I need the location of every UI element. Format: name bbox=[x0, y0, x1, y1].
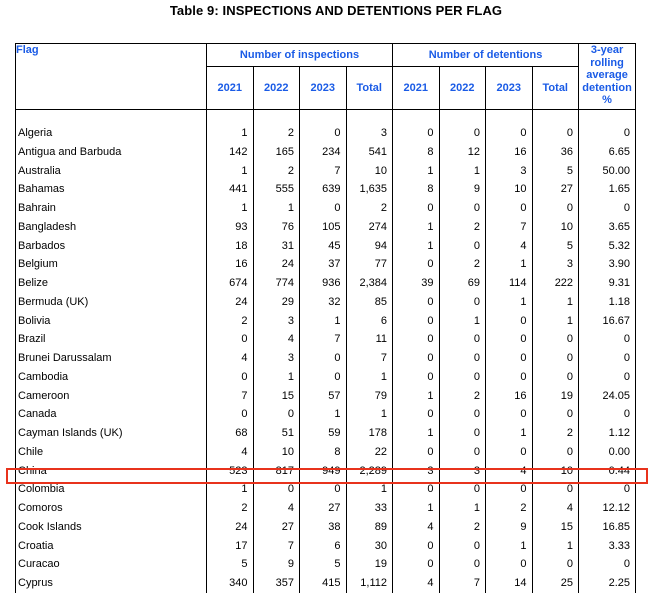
value-cell: 1 bbox=[393, 162, 440, 181]
detentions-total-header: Total bbox=[532, 67, 579, 110]
value-cell: 39 bbox=[393, 274, 440, 293]
value-cell: 114 bbox=[486, 274, 533, 293]
value-cell: 0 bbox=[579, 124, 636, 143]
value-cell: 0 bbox=[393, 349, 440, 368]
value-cell: 12.12 bbox=[579, 499, 636, 518]
value-cell: 0 bbox=[439, 293, 486, 312]
detentions-group-header: Number of detentions bbox=[393, 44, 579, 67]
table-row bbox=[16, 274, 636, 293]
value-cell: 1 bbox=[346, 368, 393, 387]
value-cell: 10 bbox=[532, 462, 579, 481]
table-row bbox=[16, 555, 636, 574]
value-cell: 0 bbox=[300, 199, 347, 218]
value-cell: 1.65 bbox=[579, 180, 636, 199]
flag-name-cell: Comoros bbox=[16, 499, 207, 518]
value-cell: 2 bbox=[532, 424, 579, 443]
value-cell: 0 bbox=[393, 443, 440, 462]
value-cell: 7 bbox=[207, 387, 254, 406]
value-cell: 0 bbox=[393, 124, 440, 143]
value-cell: 0 bbox=[393, 255, 440, 274]
table-title: Table 9: INSPECTIONS AND DETENTIONS PER FLAG bbox=[169, 3, 503, 18]
value-cell: 2,384 bbox=[346, 274, 393, 293]
value-cell: 415 bbox=[300, 574, 347, 593]
value-cell: 817 bbox=[253, 462, 300, 481]
flag-name-cell: Australia bbox=[16, 162, 207, 181]
value-cell: 4 bbox=[207, 349, 254, 368]
value-cell: 4 bbox=[253, 330, 300, 349]
value-cell: 1 bbox=[207, 480, 254, 499]
value-cell: 3 bbox=[439, 462, 486, 481]
value-cell: 0 bbox=[486, 555, 533, 574]
detentions-year-header: 2023 bbox=[486, 67, 533, 110]
value-cell: 0 bbox=[300, 480, 347, 499]
flag-name-cell: Colombia bbox=[16, 480, 207, 499]
value-cell: 0 bbox=[579, 555, 636, 574]
value-cell: 0 bbox=[393, 312, 440, 331]
value-cell: 38 bbox=[300, 518, 347, 537]
value-cell: 14 bbox=[486, 574, 533, 593]
value-cell: 0 bbox=[439, 555, 486, 574]
value-cell: 774 bbox=[253, 274, 300, 293]
value-cell: 523 bbox=[207, 462, 254, 481]
table-row bbox=[16, 293, 636, 312]
value-cell: 24 bbox=[207, 293, 254, 312]
value-cell: 0.00 bbox=[579, 443, 636, 462]
table-row bbox=[16, 162, 636, 181]
value-cell: 1 bbox=[346, 480, 393, 499]
value-cell: 77 bbox=[346, 255, 393, 274]
value-cell: 27 bbox=[532, 180, 579, 199]
table-row bbox=[16, 349, 636, 368]
value-cell: 165 bbox=[253, 143, 300, 162]
value-cell: 142 bbox=[207, 143, 254, 162]
value-cell: 0 bbox=[439, 480, 486, 499]
value-cell: 16 bbox=[486, 143, 533, 162]
value-cell: 0 bbox=[300, 124, 347, 143]
flag-name-cell: Bahamas bbox=[16, 180, 207, 199]
value-cell: 2,289 bbox=[346, 462, 393, 481]
value-cell: 25 bbox=[532, 574, 579, 593]
inspections-year-header: 2021 bbox=[207, 67, 254, 110]
flag-name-cell: Cameroon bbox=[16, 387, 207, 406]
value-cell: 5 bbox=[532, 237, 579, 256]
value-cell: 1 bbox=[346, 405, 393, 424]
value-cell: 0 bbox=[439, 199, 486, 218]
value-cell: 22 bbox=[346, 443, 393, 462]
value-cell: 24.05 bbox=[579, 387, 636, 406]
value-cell: 3.33 bbox=[579, 537, 636, 556]
value-cell: 1,112 bbox=[346, 574, 393, 593]
value-cell: 85 bbox=[346, 293, 393, 312]
flag-name-cell: Brazil bbox=[16, 330, 207, 349]
value-cell: 19 bbox=[346, 555, 393, 574]
flag-name-cell: Barbados bbox=[16, 237, 207, 256]
value-cell: 94 bbox=[346, 237, 393, 256]
value-cell: 29 bbox=[253, 293, 300, 312]
detentions-year-header: 2022 bbox=[439, 67, 486, 110]
table-row bbox=[16, 199, 636, 218]
rolling-average-header bbox=[579, 44, 636, 110]
value-cell: 340 bbox=[207, 574, 254, 593]
value-cell: 0 bbox=[532, 199, 579, 218]
value-cell: 0 bbox=[579, 480, 636, 499]
value-cell: 949 bbox=[300, 462, 347, 481]
value-cell: 89 bbox=[346, 518, 393, 537]
value-cell: 5 bbox=[300, 555, 347, 574]
value-cell: 0.44 bbox=[579, 462, 636, 481]
value-cell: 2 bbox=[253, 124, 300, 143]
flag-name-cell: Antigua and Barbuda bbox=[16, 143, 207, 162]
value-cell: 0 bbox=[393, 199, 440, 218]
value-cell: 0 bbox=[439, 424, 486, 443]
value-cell: 1 bbox=[207, 162, 254, 181]
value-cell: 16.85 bbox=[579, 518, 636, 537]
value-cell: 1.12 bbox=[579, 424, 636, 443]
value-cell: 0 bbox=[393, 330, 440, 349]
value-cell: 93 bbox=[207, 218, 254, 237]
value-cell: 1 bbox=[486, 293, 533, 312]
inspections-group-header: Number of inspections bbox=[207, 44, 393, 67]
table-row bbox=[16, 405, 636, 424]
value-cell: 0 bbox=[439, 330, 486, 349]
value-cell: 6 bbox=[300, 537, 347, 556]
value-cell: 33 bbox=[346, 499, 393, 518]
value-cell: 3 bbox=[346, 124, 393, 143]
flag-name-cell: Cayman Islands (UK) bbox=[16, 424, 207, 443]
value-cell: 4 bbox=[393, 518, 440, 537]
value-cell: 1 bbox=[393, 387, 440, 406]
value-cell: 68 bbox=[207, 424, 254, 443]
value-cell: 2 bbox=[439, 387, 486, 406]
flag-name-cell: Cook Islands bbox=[16, 518, 207, 537]
value-cell: 7 bbox=[253, 537, 300, 556]
value-cell: 16 bbox=[207, 255, 254, 274]
value-cell: 9 bbox=[486, 518, 533, 537]
value-cell: 59 bbox=[300, 424, 347, 443]
value-cell: 0 bbox=[439, 405, 486, 424]
table-row bbox=[16, 443, 636, 462]
rolling-header-line: detention bbox=[582, 81, 632, 94]
table-row bbox=[16, 124, 636, 143]
table-body bbox=[16, 110, 636, 593]
table-row bbox=[16, 574, 636, 593]
value-cell: 2.25 bbox=[579, 574, 636, 593]
value-cell: 0 bbox=[439, 349, 486, 368]
value-cell: 1 bbox=[393, 499, 440, 518]
inspections-table bbox=[15, 43, 636, 593]
value-cell: 31 bbox=[253, 237, 300, 256]
value-cell: 2 bbox=[439, 518, 486, 537]
rolling-header-line: % bbox=[602, 94, 612, 106]
value-cell: 0 bbox=[486, 405, 533, 424]
flag-name-cell: Bolivia bbox=[16, 312, 207, 331]
value-cell: 27 bbox=[253, 518, 300, 537]
value-cell: 79 bbox=[346, 387, 393, 406]
table-row bbox=[16, 480, 636, 499]
value-cell: 234 bbox=[300, 143, 347, 162]
value-cell: 4 bbox=[253, 499, 300, 518]
value-cell: 2 bbox=[253, 162, 300, 181]
table-row bbox=[16, 387, 636, 406]
value-cell: 18 bbox=[207, 237, 254, 256]
table-row bbox=[16, 368, 636, 387]
flag-name-cell: Cambodia bbox=[16, 368, 207, 387]
value-cell: 10 bbox=[532, 218, 579, 237]
value-cell: 36 bbox=[532, 143, 579, 162]
value-cell: 4 bbox=[207, 443, 254, 462]
flag-name-cell: Canada bbox=[16, 405, 207, 424]
value-cell: 1 bbox=[207, 124, 254, 143]
value-cell: 0 bbox=[486, 124, 533, 143]
value-cell: 3.90 bbox=[579, 255, 636, 274]
value-cell: 11 bbox=[346, 330, 393, 349]
value-cell: 0 bbox=[532, 368, 579, 387]
value-cell: 936 bbox=[300, 274, 347, 293]
value-cell: 0 bbox=[393, 555, 440, 574]
value-cell: 0 bbox=[439, 443, 486, 462]
inspections-total-header: Total bbox=[346, 67, 393, 110]
value-cell: 7 bbox=[300, 162, 347, 181]
value-cell: 0 bbox=[207, 368, 254, 387]
value-cell: 2 bbox=[346, 199, 393, 218]
value-cell: 639 bbox=[300, 180, 347, 199]
value-cell: 178 bbox=[346, 424, 393, 443]
value-cell: 0 bbox=[532, 405, 579, 424]
value-cell: 9 bbox=[439, 180, 486, 199]
value-cell: 0 bbox=[579, 330, 636, 349]
value-cell: 2 bbox=[486, 499, 533, 518]
value-cell: 2 bbox=[207, 312, 254, 331]
flag-name-cell: Algeria bbox=[16, 124, 207, 143]
table-row bbox=[16, 462, 636, 481]
value-cell: 5 bbox=[207, 555, 254, 574]
value-cell: 69 bbox=[439, 274, 486, 293]
value-cell: 3.65 bbox=[579, 218, 636, 237]
value-cell: 24 bbox=[253, 255, 300, 274]
value-cell: 9.31 bbox=[579, 274, 636, 293]
value-cell: 541 bbox=[346, 143, 393, 162]
value-cell: 0 bbox=[439, 537, 486, 556]
value-cell: 8 bbox=[300, 443, 347, 462]
value-cell: 0 bbox=[532, 555, 579, 574]
table-row bbox=[16, 218, 636, 237]
value-cell: 0 bbox=[300, 368, 347, 387]
value-cell: 2 bbox=[439, 218, 486, 237]
flag-name-cell: Chile bbox=[16, 443, 207, 462]
value-cell: 17 bbox=[207, 537, 254, 556]
value-cell: 0 bbox=[393, 368, 440, 387]
table-row bbox=[16, 330, 636, 349]
value-cell: 1 bbox=[439, 499, 486, 518]
value-cell: 6.65 bbox=[579, 143, 636, 162]
value-cell: 4 bbox=[486, 462, 533, 481]
value-cell: 3 bbox=[393, 462, 440, 481]
value-cell: 1 bbox=[439, 312, 486, 331]
value-cell: 6 bbox=[346, 312, 393, 331]
value-cell: 0 bbox=[579, 368, 636, 387]
value-cell: 10 bbox=[253, 443, 300, 462]
value-cell: 1 bbox=[532, 537, 579, 556]
value-cell: 10 bbox=[486, 180, 533, 199]
value-cell: 3 bbox=[253, 312, 300, 331]
header-spacer-row bbox=[16, 110, 636, 125]
value-cell: 4 bbox=[393, 574, 440, 593]
value-cell: 4 bbox=[486, 237, 533, 256]
table-row bbox=[16, 424, 636, 443]
value-cell: 4 bbox=[532, 499, 579, 518]
flag-name-cell: China bbox=[16, 462, 207, 481]
value-cell: 0 bbox=[486, 330, 533, 349]
value-cell: 30 bbox=[346, 537, 393, 556]
value-cell: 0 bbox=[579, 199, 636, 218]
value-cell: 222 bbox=[532, 274, 579, 293]
value-cell: 0 bbox=[439, 237, 486, 256]
value-cell: 7 bbox=[346, 349, 393, 368]
value-cell: 7 bbox=[439, 574, 486, 593]
value-cell: 37 bbox=[300, 255, 347, 274]
inspections-year-header: 2022 bbox=[253, 67, 300, 110]
value-cell: 15 bbox=[532, 518, 579, 537]
table-row bbox=[16, 180, 636, 199]
flag-name-cell: Cyprus bbox=[16, 574, 207, 593]
value-cell: 0 bbox=[439, 368, 486, 387]
flag-name-cell: Curacao bbox=[16, 555, 207, 574]
detentions-year-header: 2021 bbox=[393, 67, 440, 110]
value-cell: 0 bbox=[300, 349, 347, 368]
value-cell: 0 bbox=[579, 405, 636, 424]
rolling-header-line: 3-year bbox=[590, 44, 624, 56]
value-cell: 441 bbox=[207, 180, 254, 199]
value-cell: 1 bbox=[300, 312, 347, 331]
value-cell: 1 bbox=[486, 255, 533, 274]
value-cell: 0 bbox=[486, 443, 533, 462]
value-cell: 0 bbox=[207, 405, 254, 424]
flag-name-cell: Belgium bbox=[16, 255, 207, 274]
value-cell: 16.67 bbox=[579, 312, 636, 331]
value-cell: 1 bbox=[253, 199, 300, 218]
value-cell: 0 bbox=[579, 349, 636, 368]
value-cell: 0 bbox=[486, 480, 533, 499]
value-cell: 0 bbox=[486, 368, 533, 387]
value-cell: 1 bbox=[486, 424, 533, 443]
value-cell: 19 bbox=[532, 387, 579, 406]
value-cell: 1 bbox=[393, 218, 440, 237]
table-row bbox=[16, 312, 636, 331]
value-cell: 1 bbox=[207, 199, 254, 218]
rolling-header-line: rolling bbox=[590, 56, 624, 69]
value-cell: 2 bbox=[207, 499, 254, 518]
value-cell: 0 bbox=[393, 405, 440, 424]
value-cell: 45 bbox=[300, 237, 347, 256]
table-row bbox=[16, 143, 636, 162]
value-cell: 0 bbox=[532, 443, 579, 462]
value-cell: 5 bbox=[532, 162, 579, 181]
value-cell: 0 bbox=[486, 349, 533, 368]
value-cell: 10 bbox=[346, 162, 393, 181]
table-row bbox=[16, 237, 636, 256]
table-row bbox=[16, 518, 636, 537]
value-cell: 1 bbox=[393, 237, 440, 256]
value-cell: 32 bbox=[300, 293, 347, 312]
value-cell: 1 bbox=[439, 162, 486, 181]
value-cell: 274 bbox=[346, 218, 393, 237]
flag-name-cell: Bermuda (UK) bbox=[16, 293, 207, 312]
value-cell: 27 bbox=[300, 499, 347, 518]
value-cell: 24 bbox=[207, 518, 254, 537]
flag-name-cell: Bangladesh bbox=[16, 218, 207, 237]
value-cell: 1 bbox=[532, 312, 579, 331]
value-cell: 0 bbox=[393, 480, 440, 499]
value-cell: 76 bbox=[253, 218, 300, 237]
value-cell: 0 bbox=[439, 124, 486, 143]
value-cell: 0 bbox=[532, 480, 579, 499]
value-cell: 0 bbox=[486, 199, 533, 218]
value-cell: 3 bbox=[532, 255, 579, 274]
value-cell: 8 bbox=[393, 180, 440, 199]
flag-name-cell: Belize bbox=[16, 274, 207, 293]
value-cell: 1,635 bbox=[346, 180, 393, 199]
flag-column-header: Flag bbox=[16, 44, 207, 110]
value-cell: 7 bbox=[300, 330, 347, 349]
value-cell: 1 bbox=[253, 368, 300, 387]
value-cell: 0 bbox=[253, 480, 300, 499]
value-cell: 0 bbox=[393, 537, 440, 556]
value-cell: 16 bbox=[486, 387, 533, 406]
value-cell: 0 bbox=[253, 405, 300, 424]
table-row bbox=[16, 537, 636, 556]
value-cell: 9 bbox=[253, 555, 300, 574]
value-cell: 105 bbox=[300, 218, 347, 237]
table-row bbox=[16, 255, 636, 274]
value-cell: 0 bbox=[532, 349, 579, 368]
value-cell: 1 bbox=[486, 537, 533, 556]
value-cell: 7 bbox=[486, 218, 533, 237]
value-cell: 3 bbox=[253, 349, 300, 368]
value-cell: 1 bbox=[393, 424, 440, 443]
value-cell: 357 bbox=[253, 574, 300, 593]
rolling-header-line: average bbox=[586, 69, 628, 81]
value-cell: 50.00 bbox=[579, 162, 636, 181]
value-cell: 0 bbox=[393, 293, 440, 312]
value-cell: 0 bbox=[532, 124, 579, 143]
flag-name-cell: Croatia bbox=[16, 537, 207, 556]
value-cell: 1 bbox=[532, 293, 579, 312]
value-cell: 57 bbox=[300, 387, 347, 406]
inspections-year-header: 2023 bbox=[300, 67, 347, 110]
value-cell: 51 bbox=[253, 424, 300, 443]
value-cell: 0 bbox=[532, 330, 579, 349]
flag-name-cell: Brunei Darussalam bbox=[16, 349, 207, 368]
value-cell: 3 bbox=[486, 162, 533, 181]
value-cell: 8 bbox=[393, 143, 440, 162]
table-row bbox=[16, 499, 636, 518]
value-cell: 555 bbox=[253, 180, 300, 199]
value-cell: 0 bbox=[207, 330, 254, 349]
value-cell: 1.18 bbox=[579, 293, 636, 312]
value-cell: 12 bbox=[439, 143, 486, 162]
value-cell: 5.32 bbox=[579, 237, 636, 256]
value-cell: 2 bbox=[439, 255, 486, 274]
value-cell: 674 bbox=[207, 274, 254, 293]
value-cell: 0 bbox=[486, 312, 533, 331]
value-cell: 1 bbox=[300, 405, 347, 424]
value-cell: 15 bbox=[253, 387, 300, 406]
flag-name-cell: Bahrain bbox=[16, 199, 207, 218]
